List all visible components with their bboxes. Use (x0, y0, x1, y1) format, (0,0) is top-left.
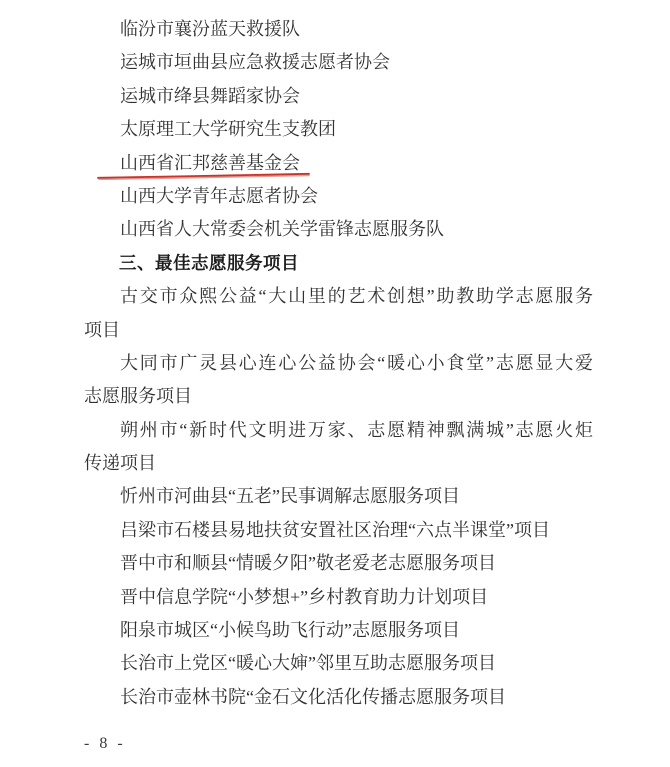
line-text: 太原理工大学研究生支教团 (120, 119, 336, 140)
line-text: 运城市垣曲县应急救援志愿者协会 (120, 52, 390, 73)
document-line (84, 314, 593, 347)
line-text: 朔州市“新时代文明进万家、志愿精神飘满城”志愿火炬 (120, 419, 593, 440)
document-line (84, 547, 593, 580)
document-line (84, 647, 593, 680)
document-line (84, 447, 593, 480)
document-line (84, 180, 593, 213)
document-line (84, 514, 593, 547)
document-line (84, 213, 593, 246)
document-line (84, 347, 593, 380)
page-number: - 8 - (84, 735, 126, 752)
line-text: 传递项目 (84, 453, 156, 474)
document-body (84, 13, 593, 714)
document-line (84, 681, 593, 714)
section-heading (84, 247, 593, 280)
document-line (84, 380, 593, 413)
line-text: 忻州市河曲县“五老”民事调解志愿服务项目 (120, 486, 460, 507)
line-text: 大同市广灵县心连心公益协会“暖心小食堂”志愿显大爱 (120, 352, 593, 373)
line-text: 三、最佳志愿服务项目 (119, 252, 299, 273)
line-text: 长治市壶林书院“金石文化活化传播志愿服务项目 (120, 686, 506, 707)
document-line (84, 280, 593, 313)
document-line (84, 113, 593, 146)
line-text: 山西大学青年志愿者协会 (120, 185, 318, 206)
line-text: 临汾市襄汾蓝天救援队 (120, 19, 300, 39)
document-line (84, 614, 593, 647)
line-text: 长治市上党区“暖心大婶”邻里互助志愿服务项目 (120, 653, 496, 674)
line-text: 晋中信息学院“小梦想+”乡村教育助力计划项目 (120, 586, 489, 607)
line-text: 阳泉市城区“小候鸟助飞行动”志愿服务项目 (120, 620, 460, 641)
line-text: 志愿服务项目 (84, 386, 192, 407)
line-text: 山西省汇邦慈善基金会 (120, 152, 300, 173)
document-line (84, 46, 593, 79)
document-line (84, 581, 593, 614)
line-text: 古交市众熙公益“大山里的艺术创想”助教助学志愿服务 (120, 286, 593, 307)
document-line (84, 480, 593, 513)
line-text: 晋中市和顺县“情暖夕阳”敬老爱老志愿服务项目 (120, 553, 496, 574)
line-text: 运城市绛县舞蹈家协会 (120, 85, 300, 106)
document-line (84, 80, 593, 113)
line-text: 山西省人大常委会机关学雷锋志愿服务队 (120, 219, 444, 240)
document-line (84, 414, 593, 447)
document-line (84, 147, 593, 180)
document-line (84, 13, 593, 46)
line-text: 项目 (84, 319, 120, 340)
line-text: 吕梁市石楼县易地扶贫安置社区治理“六点半课堂”项目 (120, 519, 550, 540)
